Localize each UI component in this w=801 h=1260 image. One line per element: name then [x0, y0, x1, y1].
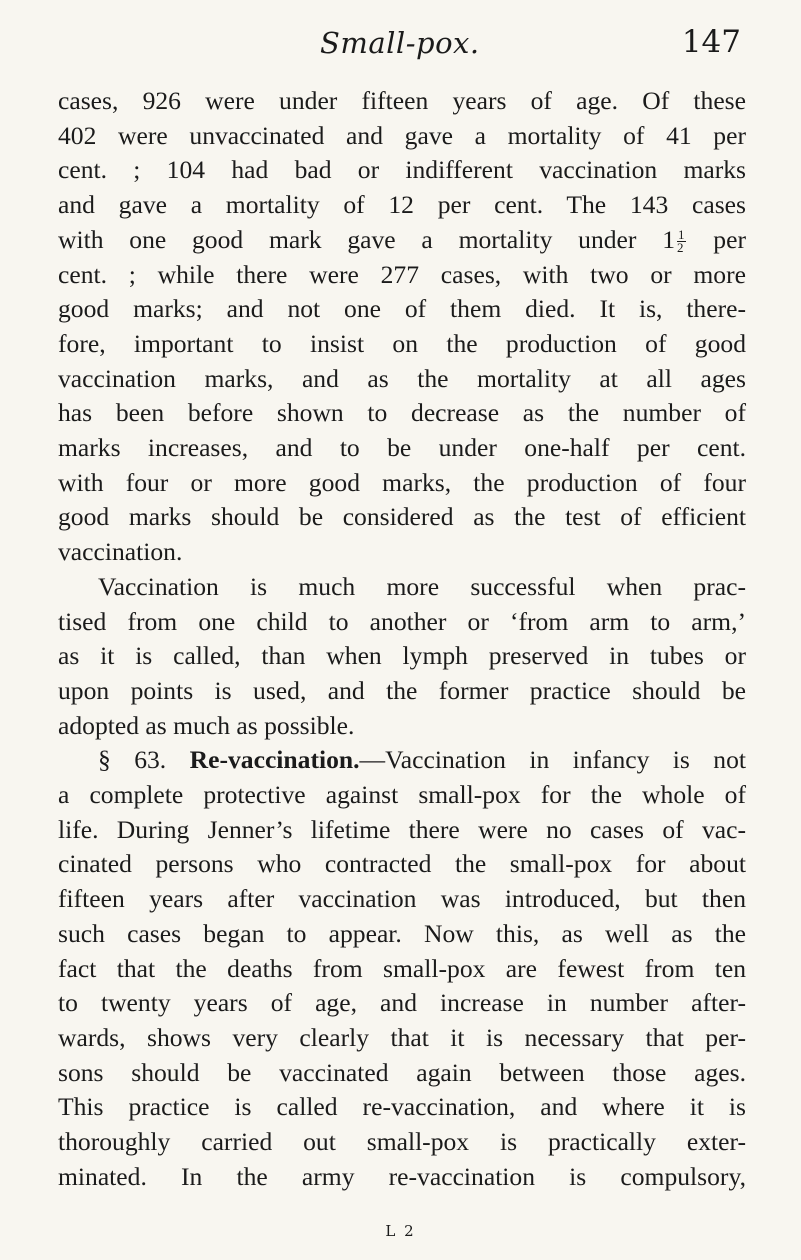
section-number: § 63.	[98, 745, 167, 775]
text-line: fore, important to insist on the production of good	[58, 328, 746, 358]
text-line: vaccination.	[58, 537, 183, 567]
text-line: cinated persons who contracted the small-pox for about	[58, 849, 746, 879]
fraction-numerator: 1	[678, 227, 685, 243]
text-line: adopted as much as possible.	[58, 710, 355, 740]
text-line: vaccination marks, and as the mortality at all ages	[58, 363, 746, 393]
text-line: marks increases, and to be under one-half per cent.	[58, 433, 746, 463]
text-line: sons should be vaccinated again between those ages.	[58, 1057, 746, 1087]
text-line: as it is called, than when lymph preserved in tubes or	[58, 641, 746, 671]
page-header	[0, 22, 801, 66]
text-line: wards, shows very clearly that it is necessary that per-	[58, 1022, 746, 1052]
text-line: life. During Jenner’s lifetime there were no cases of vac-	[58, 814, 746, 844]
text-line: cases, 926 were under fifteen years of age. Of these	[58, 86, 746, 115]
text-fragment: —Vaccination in infancy is not	[359, 745, 746, 775]
paragraph-start-line: Vaccination is much more successful when prac-	[98, 571, 746, 601]
text-line: and gave a mortality of 12 per cent. The 143 cases	[58, 190, 746, 220]
text-line: cent. ; 104 had bad or indifferent vaccination marks	[58, 155, 746, 185]
text-fragment: per	[713, 224, 746, 254]
text-line: tised from one child to another or ‘from arm to arm,’	[58, 606, 746, 636]
text-line: good marks should be considered as the test of efficient	[58, 502, 746, 532]
running-title: Small-pox.	[320, 26, 480, 60]
section-heading-line	[58, 743, 746, 778]
text-line: to twenty years of age, and increase in number after-	[58, 988, 746, 1018]
page-number: 147	[681, 24, 741, 60]
text-line: minated. In the army re-vaccination is compulsory,	[58, 1161, 746, 1191]
text-line: such cases began to appear. Now this, as well as the	[58, 918, 746, 948]
text-line: fact that the deaths from small-pox are fewest from ten	[58, 953, 746, 983]
text-line: with four or more good marks, the production of four	[58, 467, 746, 497]
text-line: thoroughly carried out small-pox is practically exter-	[58, 1127, 746, 1157]
signature-mark: L 2	[385, 1222, 416, 1240]
text-line: good marks; and not one of them died. It is, there-	[58, 294, 746, 324]
text-line: has been before shown to decrease as the number of	[58, 398, 746, 428]
text-line: 402 were unvaccinated and gave a mortality of 41 per	[58, 120, 746, 150]
text-line: upon points is used, and the former practice should be	[58, 675, 746, 705]
text-fragment: with one good mark gave a mortality under 1	[58, 224, 676, 254]
text-line: fifteen years after vaccination was introduced, but then	[58, 884, 746, 914]
text-line: a complete protective against small-pox for the whole of	[58, 780, 746, 810]
fraction-denominator: 2	[677, 240, 684, 256]
text-line-with-fraction	[58, 223, 746, 258]
body-text	[58, 84, 746, 1195]
text-line: cent. ; while there were 277 cases, with two or more	[58, 259, 746, 289]
text-line: This practice is called re-vaccination, and where it is	[58, 1092, 746, 1122]
section-heading: Re-vaccination.	[189, 745, 360, 775]
fraction-one-half	[677, 229, 686, 254]
